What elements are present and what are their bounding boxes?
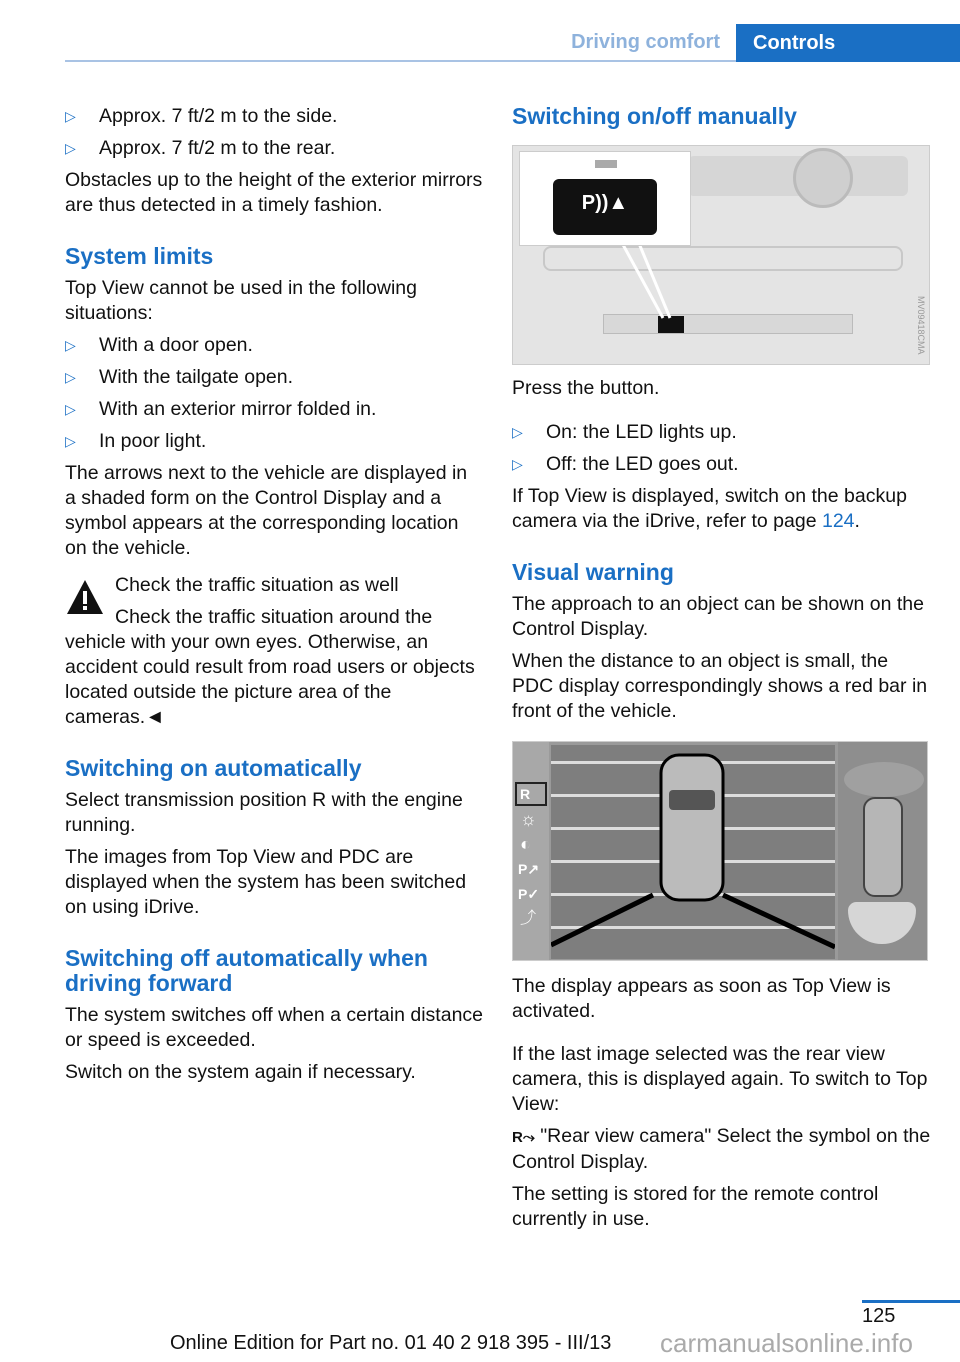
hitch-icon[interactable]: ⤴ bbox=[520, 910, 537, 927]
warning-triangle-icon bbox=[65, 577, 105, 617]
list-item bbox=[512, 452, 932, 477]
heading-switching-off: Switching off automatically when driving forward bbox=[65, 945, 428, 996]
paragraph: When the distance to an object is small, the PDC display correspondingly shows a red bar in front of the vehicle. bbox=[512, 650, 928, 722]
list-text: With the tailgate open. bbox=[99, 366, 294, 388]
heading-switching-on-automatically: Switching on automatically bbox=[65, 755, 362, 781]
paragraph: The setting is stored for the remote control currently in use. bbox=[512, 1183, 879, 1230]
left-column bbox=[65, 104, 483, 1092]
paragraph: Select transmission position R with the engine running. bbox=[65, 789, 463, 836]
paragraph: Switch on the system again if necessary. bbox=[65, 1061, 416, 1083]
pdc-rear-zone bbox=[848, 902, 916, 944]
parking-lines-icon[interactable]: P↗ bbox=[518, 861, 540, 877]
paragraph: The display appears as soon as Top View is activated. bbox=[512, 975, 891, 1022]
list-item bbox=[65, 365, 483, 390]
warning-box bbox=[65, 573, 483, 730]
page-number: 125 bbox=[862, 1305, 896, 1327]
rear-camera-icon[interactable]: R bbox=[515, 782, 547, 806]
list-item bbox=[65, 333, 483, 358]
contrast-icon[interactable]: ◐ bbox=[520, 834, 531, 854]
heading-visual-warning: Visual warning bbox=[512, 559, 674, 585]
list-item bbox=[65, 397, 483, 422]
list-item bbox=[65, 429, 483, 454]
footer-edition: Online Edition for Part no. 01 40 2 918 395 - III/13 bbox=[170, 1332, 612, 1354]
warning-text: Check the traffic situation around the vehicle with your own eyes. Otherwise, an accident could result from road users or objects located outside the picture area of the cameras.◄ bbox=[65, 606, 475, 728]
list-item bbox=[65, 136, 483, 161]
rear-view-camera-icon: R⤳ bbox=[512, 1129, 535, 1146]
triangle-bullet-icon: ▷ bbox=[65, 401, 76, 417]
paragraph: The images from Top View and PDC are displayed when the system has been switched on using iDrive. bbox=[65, 846, 467, 918]
top-view-display-image bbox=[512, 741, 928, 961]
camera-overlay bbox=[551, 745, 835, 959]
console-button-image bbox=[512, 145, 930, 365]
header-section[interactable]: Driving comfort bbox=[571, 31, 720, 53]
triangle-bullet-icon: ▷ bbox=[65, 369, 76, 385]
pdc-button-icon: P))▲ bbox=[553, 179, 657, 235]
paragraph: Top View cannot be used in the following situations: bbox=[65, 277, 417, 324]
header-tab-controls[interactable]: Controls bbox=[736, 24, 960, 62]
paragraph: The approach to an object can be shown on the Control Display. bbox=[512, 593, 924, 640]
list-text: In poor light. bbox=[99, 430, 207, 452]
heading-switching-manually: Switching on/off manually bbox=[512, 103, 797, 129]
pdc-car bbox=[863, 797, 903, 897]
header-rule bbox=[65, 60, 736, 62]
warning-title: Check the traffic situation as well bbox=[115, 574, 399, 596]
triangle-bullet-icon: ▷ bbox=[512, 456, 523, 472]
right-column bbox=[512, 104, 932, 1239]
page-number-rule bbox=[862, 1300, 960, 1303]
watermark: carmanualsonline.info bbox=[660, 1328, 913, 1358]
list-text: On: the LED lights up. bbox=[546, 421, 737, 443]
image-code: MV09418CMA bbox=[916, 296, 926, 355]
text: . bbox=[854, 510, 860, 532]
paragraph bbox=[512, 484, 932, 534]
triangle-bullet-icon: ▷ bbox=[65, 433, 76, 449]
list-text: Off: the LED goes out. bbox=[546, 453, 739, 475]
list-item bbox=[512, 420, 932, 445]
list-text: With a door open. bbox=[99, 334, 253, 356]
paragraph: Obstacles up to the height of the exterior mirrors are thus detected in a timely fashion. bbox=[65, 169, 483, 216]
paragraph bbox=[512, 1124, 932, 1175]
pdc-front-zone bbox=[844, 762, 924, 797]
triangle-bullet-icon: ▷ bbox=[512, 424, 523, 440]
page-link[interactable]: 124 bbox=[821, 510, 855, 532]
zoom-inset bbox=[519, 151, 691, 246]
paragraph: Press the button. bbox=[512, 377, 660, 399]
paragraph: The system switches off when a certain distance or speed is exceeded. bbox=[65, 1004, 484, 1051]
text: "Rear view camera" Select the symbol on the Control Display. bbox=[512, 1125, 931, 1173]
brightness-icon[interactable]: ☼ bbox=[520, 809, 537, 829]
pdc-view bbox=[838, 742, 928, 961]
triangle-bullet-icon: ▷ bbox=[65, 108, 76, 124]
triangle-bullet-icon: ▷ bbox=[65, 140, 76, 156]
text: If Top View is displayed, switch on the backup camera via the iDrive, refer to page bbox=[512, 485, 907, 532]
list-text: Approx. 7 ft/2 m to the side. bbox=[99, 105, 338, 127]
led-indicator bbox=[595, 160, 617, 168]
list-text: With an exterior mirror folded in. bbox=[99, 398, 377, 420]
list-item bbox=[65, 104, 483, 129]
list-text: Approx. 7 ft/2 m to the rear. bbox=[99, 137, 336, 159]
paragraph: If the last image selected was the rear view camera, this is displayed again. To switch to Top View: bbox=[512, 1043, 928, 1115]
parking-check-icon[interactable]: P✓ bbox=[518, 886, 540, 902]
heading-system-limits: System limits bbox=[65, 243, 214, 269]
paragraph: The arrows next to the vehicle are displayed in a shaded form on the Control Display and a symbol appears at the corresponding location on the vehicle. bbox=[65, 462, 468, 559]
triangle-bullet-icon: ▷ bbox=[65, 337, 76, 353]
